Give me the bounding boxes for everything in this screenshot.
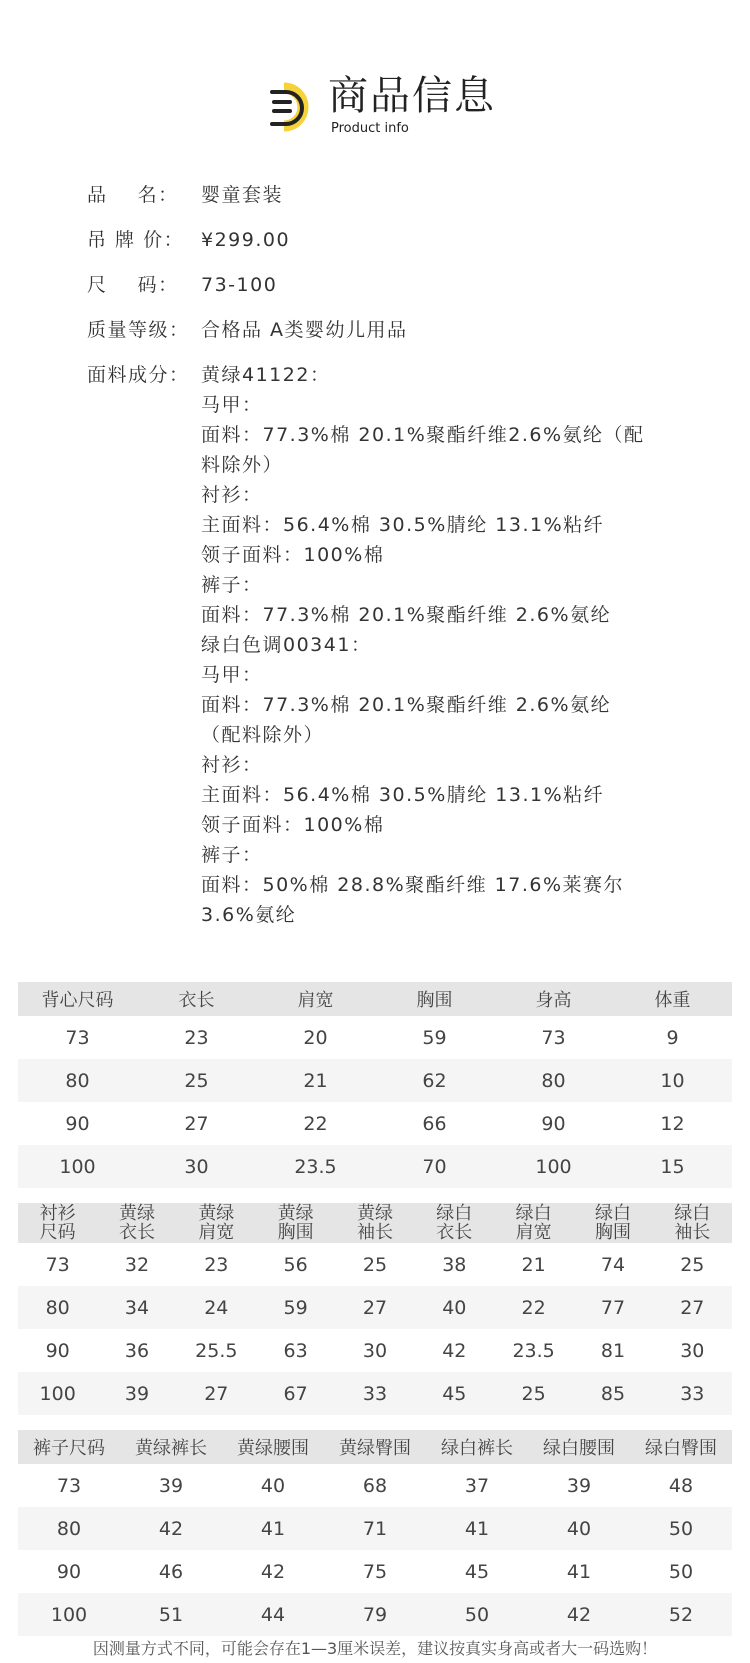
table-header-row (18, 982, 732, 1016)
info-value-line: 衬衫： (201, 754, 263, 776)
table-cell: 9 (666, 1026, 679, 1049)
table-cell: 100 (18, 1593, 120, 1636)
table-cell: 21 (521, 1253, 546, 1276)
table-cell: 23 (204, 1253, 229, 1276)
table-cell: 30 (137, 1145, 256, 1188)
size-table-grid (18, 1203, 732, 1415)
table-header-cell (18, 982, 137, 1016)
table-header-text: 黄绿 (277, 1203, 314, 1224)
table-cell: 44 (222, 1593, 324, 1636)
table-header-text: 肩宽 (297, 990, 334, 1011)
table-cell: 85 (573, 1372, 652, 1415)
table-header-text: 绿白 (594, 1203, 631, 1224)
table-header-text: 黄绿 (118, 1203, 155, 1224)
table-row (18, 1286, 732, 1329)
table-cell: 46 (158, 1560, 184, 1583)
info-value-line: 黄绿41122： (201, 364, 331, 386)
info-label: 面料成分： (87, 364, 190, 386)
info-label: 尺 码： (87, 274, 179, 296)
table-cell: 90 (56, 1560, 82, 1583)
info-value-line: 3.6%氨纶 (201, 904, 297, 926)
table-cell: 42 (260, 1560, 286, 1583)
table-cell: 59 (422, 1026, 447, 1049)
table-cell: 81 (600, 1339, 626, 1362)
table-cell: 23 (184, 1026, 209, 1049)
vest-size-table (18, 982, 732, 1188)
table-header-cell (630, 1430, 732, 1464)
table-cell: 100 (18, 1145, 137, 1188)
table-header-text: 绿白 (515, 1203, 552, 1224)
table-cell: 38 (442, 1253, 467, 1276)
page-subtitle: Product info (331, 121, 409, 136)
table-cell: 39 (566, 1474, 592, 1497)
table-cell: 41 (566, 1560, 592, 1583)
info-value-line: 面料：50%棉 28.8%聚酯纤维 17.6%莱赛尔 (201, 874, 625, 896)
table-cell: 50 (668, 1560, 694, 1583)
table-row (18, 1016, 732, 1059)
table-cell: 52 (630, 1593, 732, 1636)
table-cell: 90 (541, 1112, 566, 1135)
table-cell: 50 (630, 1507, 732, 1550)
size-table-grid (18, 1430, 732, 1636)
table-cell: 50 (426, 1593, 528, 1636)
table-row (18, 1550, 732, 1593)
info-value (201, 180, 661, 210)
table-cell: 67 (256, 1372, 335, 1415)
table-row (18, 1102, 732, 1145)
table-header-cell (97, 1203, 176, 1243)
table-cell: 90 (45, 1339, 70, 1362)
table-header-cell (18, 1430, 120, 1464)
table-cell: 41 (222, 1507, 324, 1550)
table-cell: 25 (137, 1059, 256, 1102)
table-cell: 25 (680, 1253, 705, 1276)
table-cell: 56 (283, 1253, 308, 1276)
table-header-cell (222, 1430, 324, 1464)
table-cell: 40 (415, 1286, 494, 1329)
info-row (0, 270, 750, 300)
table-cell: 75 (362, 1560, 388, 1583)
table-header-cell (528, 1430, 630, 1464)
table-cell: 39 (158, 1474, 184, 1497)
table-header-text: 身高 (535, 990, 572, 1011)
table-cell: 34 (97, 1286, 176, 1329)
table-header-text: 肩宽 (198, 1222, 235, 1243)
table-header-cell (494, 982, 613, 1016)
table-header-text: 袖长 (356, 1222, 393, 1243)
table-header-row (18, 1430, 732, 1464)
table-header-cell (256, 1203, 335, 1243)
measurement-note: 因测量方式不同，可能会存在1—3厘米误差，建议按真实身高或者大一码选购！ (92, 1639, 658, 1658)
table-header-text: 绿白臀围 (645, 1438, 717, 1459)
info-row (0, 360, 750, 930)
table-cell: 24 (177, 1286, 256, 1329)
table-cell: 30 (680, 1339, 705, 1362)
table-header-text: 绿白腰围 (543, 1438, 615, 1459)
table-cell: 68 (362, 1474, 388, 1497)
table-header-text: 衣长 (118, 1222, 155, 1243)
table-row (18, 1464, 732, 1507)
table-header-text: 黄绿 (198, 1203, 235, 1224)
table-cell: 32 (124, 1253, 150, 1276)
table-cell: 33 (653, 1372, 732, 1415)
info-label: 吊 牌 价： (87, 229, 185, 251)
table-cell: 27 (335, 1286, 414, 1329)
info-label: 品 名： (87, 184, 179, 206)
table-header-text: 黄绿臀围 (339, 1438, 411, 1459)
table-header-cell (256, 982, 375, 1016)
table-header-text: 衬衫 (39, 1203, 76, 1224)
table-row (18, 1329, 732, 1372)
table-cell: 27 (653, 1286, 732, 1329)
table-cell: 41 (426, 1507, 528, 1550)
product-info-list (0, 180, 750, 930)
info-value-line: 领子面料：100%棉 (201, 544, 385, 566)
table-cell: 79 (324, 1593, 426, 1636)
table-cell: 80 (18, 1059, 137, 1102)
table-cell: 33 (335, 1372, 414, 1415)
table-header-text: 绿白 (436, 1203, 473, 1224)
table-cell: 71 (324, 1507, 426, 1550)
info-row (0, 225, 750, 255)
info-row (0, 180, 750, 210)
table-header-text: 黄绿 (356, 1203, 393, 1224)
table-cell: 10 (613, 1059, 732, 1102)
info-value-line: 领子面料：100%棉 (201, 814, 385, 836)
table-cell: 22 (494, 1286, 573, 1329)
table-cell: 80 (18, 1286, 97, 1329)
table-cell: 59 (256, 1286, 335, 1329)
table-cell: 51 (120, 1593, 222, 1636)
table-header-cell (415, 1203, 494, 1243)
table-cell: 27 (184, 1112, 209, 1135)
table-row (18, 1507, 732, 1550)
table-cell: 39 (97, 1372, 176, 1415)
table-header-text: 衣长 (436, 1222, 473, 1243)
table-header-text: 肩宽 (515, 1222, 552, 1243)
table-row (18, 1145, 732, 1188)
table-cell: 74 (600, 1253, 626, 1276)
table-cell: 25.5 (195, 1339, 238, 1362)
info-value-line: ¥299.00 (201, 229, 291, 251)
table-header-cell (324, 1430, 426, 1464)
table-cell: 100 (18, 1372, 97, 1415)
info-value-line: 裤子： (201, 574, 263, 596)
table-cell: 27 (177, 1372, 256, 1415)
shirt-size-table (18, 1203, 732, 1415)
table-header-text: 胸围 (277, 1222, 314, 1243)
table-cell: 100 (494, 1145, 613, 1188)
info-value (201, 315, 661, 345)
table-header-text: 尺码 (39, 1222, 76, 1243)
table-header-cell (137, 982, 256, 1016)
table-header-cell (18, 1203, 97, 1243)
table-cell: 36 (124, 1339, 150, 1362)
table-header-cell (494, 1203, 573, 1243)
table-cell: 42 (120, 1507, 222, 1550)
table-cell: 73 (65, 1026, 90, 1049)
table-header-text: 黄绿腰围 (237, 1438, 309, 1459)
table-header-cell (120, 1430, 222, 1464)
table-header-cell (335, 1203, 414, 1243)
info-value-line: 面料：77.3%棉 20.1%聚酯纤维 2.6%氨纶 (201, 694, 612, 716)
info-label: 质量等级： (87, 319, 190, 341)
info-value-line: 主面料：56.4%棉 30.5%腈纶 13.1%粘纤 (201, 514, 605, 536)
info-value (201, 225, 661, 255)
table-header-text: 裤子尺码 (33, 1438, 105, 1459)
table-header-cell (375, 982, 494, 1016)
table-header-text: 黄绿裤长 (135, 1438, 207, 1459)
table-cell: 62 (375, 1059, 494, 1102)
info-value (201, 360, 661, 930)
pants-size-table (18, 1430, 732, 1636)
info-value-line: 绿白色调00341： (201, 634, 372, 656)
info-value (201, 270, 661, 300)
table-cell: 40 (260, 1474, 286, 1497)
info-value-line: 面料：77.3%棉 20.1%聚酯纤维2.6%氨纶（配 (201, 424, 645, 446)
info-value-line: 主面料：56.4%棉 30.5%腈纶 13.1%粘纤 (201, 784, 605, 806)
table-cell: 21 (256, 1059, 375, 1102)
page-title: 商品信息 (328, 73, 496, 119)
table-header-text: 衣长 (178, 990, 215, 1011)
info-value-line: （配料除外） (201, 724, 325, 746)
table-row (18, 1372, 732, 1415)
table-cell: 80 (494, 1059, 613, 1102)
table-cell: 15 (613, 1145, 732, 1188)
info-value-line: 马甲： (201, 664, 263, 686)
table-cell: 23.5 (512, 1339, 555, 1362)
table-header-text: 背心尺码 (41, 990, 114, 1011)
table-header-cell (573, 1203, 652, 1243)
table-row (18, 1593, 732, 1636)
info-value-line: 马甲： (201, 394, 263, 416)
table-cell: 45 (464, 1560, 490, 1583)
table-cell: 70 (375, 1145, 494, 1188)
table-header-cell (613, 982, 732, 1016)
section-header (0, 70, 750, 140)
info-value-line: 婴童套装 (201, 184, 284, 206)
table-cell: 77 (573, 1286, 652, 1329)
info-value-line: 裤子： (201, 844, 263, 866)
table-header-text: 袖长 (674, 1222, 711, 1243)
info-value-line: 合格品 A类婴幼儿用品 (201, 319, 408, 341)
table-cell: 42 (528, 1593, 630, 1636)
table-cell: 25 (494, 1372, 573, 1415)
size-table-grid (18, 982, 732, 1188)
table-cell: 30 (362, 1339, 388, 1362)
table-cell: 37 (464, 1474, 490, 1497)
table-cell: 63 (283, 1339, 308, 1362)
table-header-cell (653, 1203, 732, 1243)
product-info-logo-icon (262, 82, 312, 132)
info-value-line: 衬衫： (201, 484, 263, 506)
table-cell: 23.5 (256, 1145, 375, 1188)
table-cell: 90 (65, 1112, 90, 1135)
table-header-text: 胸围 (594, 1222, 631, 1243)
table-cell: 80 (18, 1507, 120, 1550)
table-cell: 22 (303, 1112, 328, 1135)
table-cell: 66 (422, 1112, 447, 1135)
table-header-cell (426, 1430, 528, 1464)
table-cell: 40 (528, 1507, 630, 1550)
table-header-text: 体重 (654, 990, 691, 1011)
table-cell: 73 (56, 1474, 82, 1497)
info-value-line: 73-100 (201, 274, 278, 296)
info-value-line: 料除外） (201, 454, 284, 476)
table-cell: 48 (668, 1474, 694, 1497)
table-header-text: 绿白裤长 (441, 1438, 513, 1459)
table-cell: 42 (442, 1339, 467, 1362)
table-cell: 12 (660, 1112, 685, 1135)
table-header-row (18, 1203, 732, 1243)
table-cell: 25 (362, 1253, 388, 1276)
table-cell: 20 (303, 1026, 328, 1049)
info-row (0, 315, 750, 345)
table-cell: 73 (45, 1253, 70, 1276)
table-header-text: 胸围 (416, 990, 453, 1011)
table-row (18, 1243, 732, 1286)
table-cell: 73 (541, 1026, 566, 1049)
info-value-line: 面料：77.3%棉 20.1%聚酯纤维 2.6%氨纶 (201, 604, 612, 626)
table-cell: 45 (415, 1372, 494, 1415)
table-header-text: 绿白 (674, 1203, 711, 1224)
table-header-cell (177, 1203, 256, 1243)
table-row (18, 1059, 732, 1102)
